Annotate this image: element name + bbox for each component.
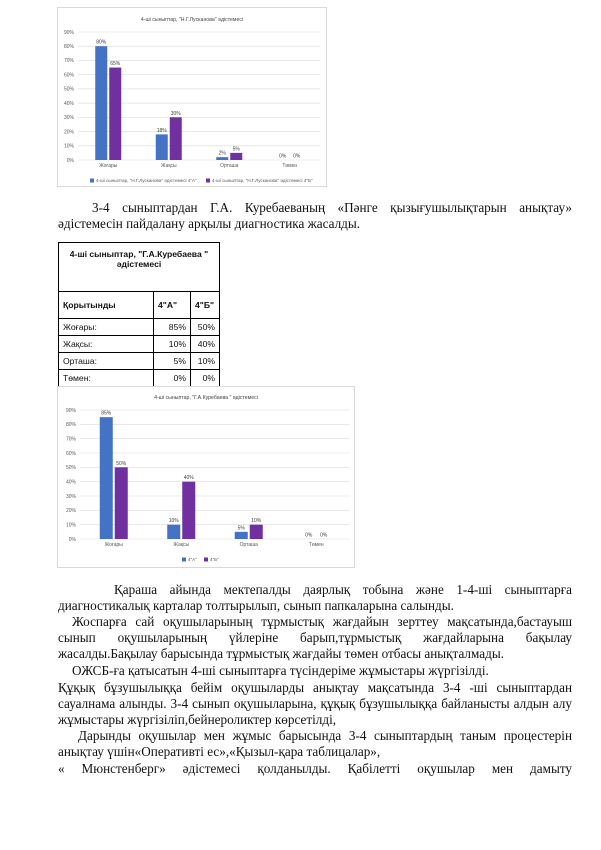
legend-label-4b: 4"Б" [210,557,219,562]
data-label: 18% [156,127,167,134]
bar-4a [235,532,248,539]
paragraph-prevention-text: Құқық бұзушылыққа бейім оқушыларды анықтау мақсатында 3-4 -ші сыныптардан сауалнама алынды. 3-4 сынып оқушыларына, құқық бұзушылыққа байланысты алдын алу жұмыстары жүргізіліп,бейнероликтер көрсетілді, [58,680,572,728]
x-tick-label: Төмен [308,542,324,548]
paragraph-gifted [58,728,572,760]
bar-4a [95,46,107,160]
legend-swatch-4a [90,179,94,183]
y-tick-label: 40% [63,100,74,107]
paragraph-living-conditions-text: Жоспарға сай оқушыларының тұрмыстық жағдайын зерттеу мақсатында,бастауыш сынып оқушыларының үйлеріне барып,тұрмыстық жағдайларына бақылау жасалды.Бақылау барысында тұрмыстық жағдайы төмен отбасы анықталмады. [58,614,572,662]
bar-4a [216,157,228,160]
table-cell-label: Жақсы: [59,336,154,353]
x-tick-label: Жақсы [173,542,190,548]
data-label: 0% [293,153,301,160]
paragraph-living-conditions [58,614,572,663]
table-row [59,370,220,387]
chart-kurebayeva [57,386,355,568]
x-tick-label: Төмен [282,163,298,169]
table-cell-4b: 10% [191,353,220,370]
chart-luskanova-svg [58,8,326,186]
y-tick-label: 30% [63,115,74,122]
bar-4b [250,525,263,539]
legend-swatch-4b [206,179,210,183]
table-cell-label: Жоғары: [59,319,154,336]
x-tick-label: Жоғары [104,542,123,548]
bar-4a [100,417,113,539]
results-table [58,242,220,387]
paragraph-november [58,582,572,614]
data-label: 30% [170,110,181,117]
table-cell-4b: 50% [191,319,220,336]
y-tick-label: 30% [65,493,76,500]
bar-4a [167,525,180,539]
table-header-4a: 4"А" [154,292,191,319]
bar-4b [109,68,121,160]
y-tick-label: 10% [63,143,74,150]
legend-label-4b: 4-ші сыныптар, "Н.Г.Лусканова" әдістемесі 4"Б" [212,178,313,183]
bar-4a [156,134,168,160]
table-cell-4a: 10% [154,336,191,353]
table-cell-4a: 0% [154,370,191,387]
y-tick-label: 70% [63,58,74,65]
table-cell-4b: 0% [191,370,220,387]
legend-swatch-4b [204,558,208,562]
data-label: 40% [183,475,194,482]
chart-title: 4-ші сыныптар, "Н.Г.Лусканова" әдістемесі [140,17,244,23]
paragraph-prevention [58,680,572,729]
x-tick-label: Жоғары [99,163,118,169]
table-cell-4a: 85% [154,319,191,336]
data-label: 65% [110,61,121,68]
data-label: 0% [305,532,313,539]
table-header-4b: 4"Б" [191,292,220,319]
paragraph-ozhsb-text: ОЖСБ-ға қатысатын 4-ші сыныптарға түсіндеріме жұмыстары жүргізілді. [72,663,489,678]
y-tick-label: 60% [63,72,74,79]
bar-4b [115,467,128,539]
data-label: 50% [116,460,127,467]
data-label: 2% [218,150,226,157]
y-tick-label: 70% [65,436,76,443]
data-label: 0% [320,532,328,539]
chart-kurebayeva-svg [58,387,354,567]
y-tick-label: 20% [65,508,76,515]
y-tick-label: 20% [63,129,74,136]
paragraph-ozhsb [58,663,572,679]
table-cell-4b: 40% [191,336,220,353]
data-label: 85% [101,410,112,417]
legend-label-4a: 4-ші сыныптар, "Н.Г.Лусканова" әдістемесі 4"А" [96,178,197,183]
legend-label-4a: 4"А" [188,557,197,562]
table-row [59,319,220,336]
table-cell-label: Төмен: [59,370,154,387]
y-tick-label: 0% [66,157,74,164]
bar-4b [170,117,182,160]
paragraph-munsterberg [58,761,572,777]
table-title: 4-ші сыныптар, "Г.А.Куребаева " әдістемесі [59,243,220,292]
data-label: 80% [96,39,107,46]
y-tick-label: 50% [65,465,76,472]
data-label: 0% [279,153,287,160]
paragraph-diagnostics [58,200,572,232]
table-cell-4a: 5% [154,353,191,370]
chart-luskanova [57,7,327,187]
paragraph-gifted-text: Дарынды оқушылар мен жұмыс барысында 3-4 сыныптардың таным процестерін анықтау үшін«Оперативті ес»,«Қызыл-қара таблицалар», [58,728,572,760]
paragraph-diagnostics-text: 3-4 сыныптардан Г.А. Куребаеваның «Пәнге қызығушылықтарын анықтау» әдістемесін пайдалану арқылы диагностика жасалды. [58,200,572,232]
y-tick-label: 0% [68,536,76,543]
data-label: 5% [237,525,245,532]
y-tick-label: 80% [65,422,76,429]
paragraph-munsterberg-text: « Мюнстенберг» әдістемесі қолданылды. Қабілетті оқушылар мен дамыту [58,761,572,776]
y-tick-label: 80% [63,44,74,51]
y-tick-label: 90% [65,407,76,414]
bar-4b [182,482,195,539]
x-tick-label: Орташа [239,542,258,548]
x-tick-label: Жақсы [160,163,177,169]
bar-4b [230,153,242,160]
table-header-result: Қорытынды [59,292,154,319]
chart-title: 4-ші сыныптар, "Г.А.Куребаева " әдістемесі [154,395,258,401]
y-tick-label: 10% [65,522,76,529]
data-label: 10% [251,518,262,525]
table-cell-label: Орташа: [59,353,154,370]
y-tick-label: 90% [63,29,74,36]
x-tick-label: Орташа [220,163,239,169]
paragraph-november-text: Қараша айында мектепалды даярлық тобына және 1-4-ші сыныптарға диагностикалық карталар толтырылып, сынып папкаларына салынды. [58,582,572,614]
table-row [59,336,220,353]
data-label: 10% [168,518,179,525]
data-label: 5% [232,146,240,153]
y-tick-label: 60% [65,450,76,457]
y-tick-label: 40% [65,479,76,486]
table-row [59,353,220,370]
y-tick-label: 50% [63,86,74,93]
legend-swatch-4a [182,558,186,562]
